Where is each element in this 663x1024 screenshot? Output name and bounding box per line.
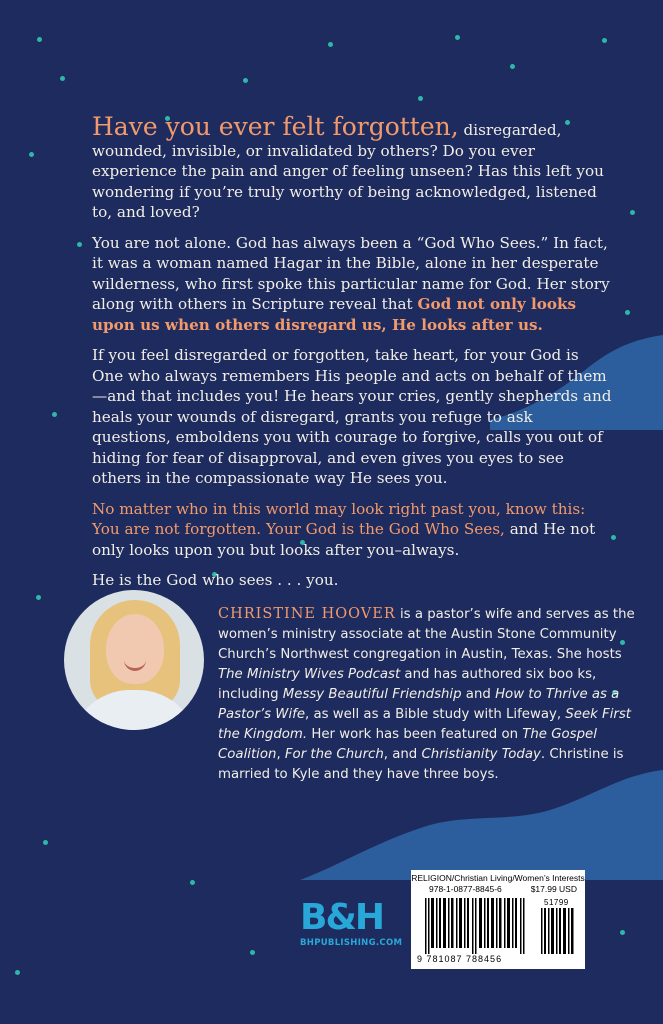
author-bio — [92, 604, 642, 785]
barcode-addon-number: 51799 — [544, 898, 569, 907]
publisher-url: BHPUBLISHING.COM — [300, 938, 403, 948]
author-name: CHRISTINE HOOVER — [218, 606, 396, 622]
isbn-number: 978-1-0877-8845-6 — [429, 884, 502, 894]
description-paragraph-3: If you feel disregarded or forgotten, take heart, for your God is One who always remembers His people and acts on behalf of them—and that includes you! He hears your cries, gently shepherds and heals your wounds of disregard, grants you refuge to ask questions, emboldens you with courage to forgive, calls you out of hiding for fear of disapproval, and even gives you eyes to see others in the compassionate way He sees you. — [92, 346, 612, 487]
publication-title: The Gospel Coalition — [218, 727, 597, 762]
publisher-logo-mark: B&H — [300, 897, 383, 938]
lead-question: Have you ever felt forgotten, — [92, 112, 459, 141]
podcast-title: The Ministry Wives Podcast — [218, 667, 401, 682]
bio-text-segment: Her work has been featured on — [307, 727, 523, 742]
book-category: RELIGION/Christian Living/Women’s Interests — [411, 873, 585, 883]
barcode-label — [411, 870, 585, 969]
book-title: How to Thrive as a Pastor’s Wife — [218, 687, 620, 722]
book-title: Messy Beautiful Friendship — [282, 687, 462, 702]
description-block — [92, 112, 612, 601]
bio-text-segment: . Christine is married to Kyle and they have three boys. — [218, 747, 624, 782]
description-paragraph-4 — [92, 499, 612, 561]
barcode-icon — [425, 898, 527, 954]
paragraph-text: and He not only looks upon you but looks after you–always. — [92, 520, 596, 559]
highlight-text: God not only looks upon us when others disregard us, He looks after us. — [92, 295, 577, 334]
publisher-logo — [300, 897, 403, 948]
publication-title: Christianity Today — [421, 747, 541, 762]
ean-digits: 9 781087 788456 — [417, 954, 503, 964]
publication-title: For the Church — [284, 747, 384, 762]
isbn-price-row — [411, 883, 585, 894]
bio-text-segment: , — [276, 747, 285, 762]
description-paragraph-1 — [92, 112, 612, 223]
book-title: Seek First the Kingdom. — [218, 707, 632, 742]
highlight-text: No matter who in this world may look right past you, know this: You are not forgotten. Your God is the God Who Sees, — [92, 499, 586, 538]
paragraph-text: You are not alone. God has always been a “God Who Sees.” In fact, it was a woman named Hagar in the Bible, alone in her desperate wilderness, who first spoke this particular name for God. Her story along with others in Scripture reveal that — [92, 233, 610, 313]
bio-text — [92, 604, 642, 785]
bio-text-segment: , as well as a Bible study with Lifeway, — [305, 707, 566, 722]
bio-text-segment: is a pastor’s wife and serves as the women’s ministry associate at the Austin Stone Community Church’s Northwest congregation in Austin, Texas. She hosts — [218, 607, 635, 662]
wave-shape-bottom — [300, 770, 663, 880]
barcode-addon-icon — [541, 908, 575, 954]
paragraph-text: disregarded, wounded, invisible, or invalidated by others? Do you ever experience the pain and anger of feeling unseen? Has this left you wondering if you’re truly worthy of being acknowledged, listened to, and loved? — [92, 121, 604, 221]
description-paragraph-2 — [92, 233, 612, 336]
bio-text-segment: , and — [383, 747, 422, 762]
price: $17.99 USD — [530, 884, 577, 894]
bio-text-segment: and — [461, 687, 496, 702]
bio-text-segment: and has authored six boo ks, including — [218, 667, 597, 702]
description-paragraph-5: He is the God who sees . . . you. — [92, 571, 339, 589]
